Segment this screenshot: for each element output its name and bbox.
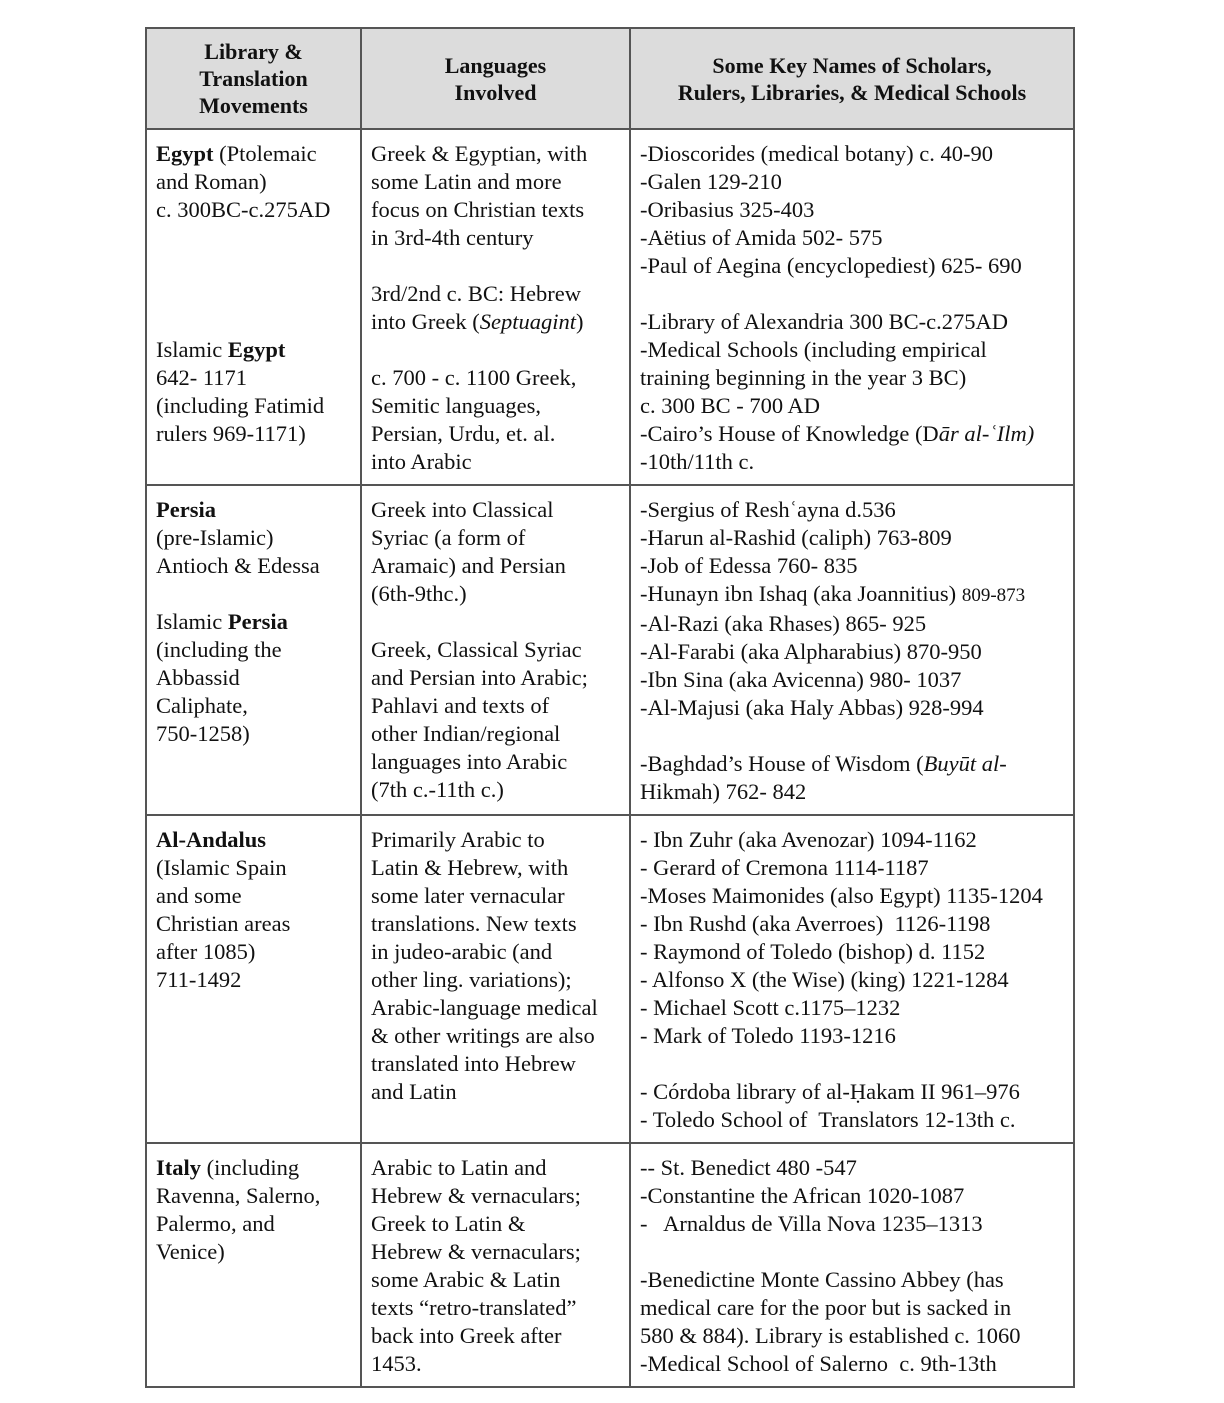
cell-line: -Al-Majusi (aka Haly Abbas) 928-994 [640, 695, 984, 720]
cell-line [640, 420, 1067, 448]
cell-line: Arabic-language medical [371, 995, 598, 1020]
cell-line: -Oribasius 325-403 [640, 197, 815, 222]
cell-line: -Al-Razi (aka Rhases) 865- 925 [640, 611, 927, 636]
text-segment: Hikmah [640, 779, 713, 804]
cell-line: & other writings are also [371, 1023, 595, 1048]
cell-line: -Galen 129-210 [640, 169, 782, 194]
cell-line [156, 308, 354, 336]
cell-line [640, 1238, 1067, 1266]
key-names-cell [630, 129, 1074, 485]
cell-line: in 3rd-4th century [371, 225, 534, 250]
cell-line: after 1085) [156, 939, 256, 964]
table-row [146, 1143, 1074, 1387]
text-segment: (Ptolemaic [213, 141, 317, 166]
cell-line: Greek to Latin & [371, 1211, 526, 1236]
bold-text: Egypt [227, 337, 286, 362]
text-segment: Islamic [156, 337, 228, 362]
cell-line [640, 1050, 1067, 1078]
cell-line [371, 336, 623, 364]
italic-text: Septuagint [479, 309, 576, 334]
cell-line [640, 750, 1067, 778]
bold-text: Italy [156, 1155, 201, 1180]
key-names-cell [630, 1143, 1074, 1387]
cell-line: and Roman) [156, 169, 267, 194]
header-row [146, 28, 1074, 129]
cell-line: -Ibn Sina (aka Avicenna) 980- 1037 [640, 667, 962, 692]
cell-line: Abbassid [156, 665, 240, 690]
italic-text: Buyūt al- [923, 751, 1007, 776]
cell-line: - Gerard of Cremona 1114-1187 [640, 855, 929, 880]
cell-line: -- St. Benedict 480 -547 [640, 1155, 857, 1180]
region-cell [146, 815, 361, 1143]
cell-line [640, 580, 1067, 610]
cell-line: -Library of Alexandria 300 BC-c.275AD [640, 309, 1009, 334]
cell-line: Greek & Egyptian, with [371, 141, 588, 166]
languages-cell [361, 815, 630, 1143]
cell-line: 711-1492 [156, 967, 242, 992]
header-text: Library & Translation Movements [199, 39, 308, 118]
cell-line: Greek into Classical [371, 497, 554, 522]
cell-line: 3rd/2nd c. BC: Hebrew [371, 281, 581, 306]
cell-line: some Arabic & Latin [371, 1267, 561, 1292]
cell-line [156, 1154, 354, 1182]
cell-line: languages into Arabic [371, 749, 568, 774]
table-row [146, 129, 1074, 485]
cell-line: - Córdoba library of al-Ḥakam II 961–976 [640, 1079, 1020, 1104]
cell-line: Christian areas [156, 911, 291, 936]
cell-line: into Arabic [371, 449, 472, 474]
cell-line: -Sergius of Reshʿayna d.536 [640, 497, 896, 522]
cell-line: - Ibn Rushd (aka Averroes) 1126-1198 [640, 911, 991, 936]
languages-cell [361, 1143, 630, 1387]
cell-line [156, 496, 354, 524]
cell-line: 580 & 884). Library is established c. 1060 [640, 1323, 1021, 1348]
cell-line: c. 700 - c. 1100 Greek, [371, 365, 577, 390]
text-segment: ) 762- 842 [712, 779, 807, 804]
translation-movements-table [145, 27, 1075, 1388]
cell-line [156, 252, 354, 280]
cell-line: -Al-Farabi (aka Alpharabius) 870-950 [640, 639, 982, 664]
cell-line [156, 826, 354, 854]
cell-line: -Harun al-Rashid (caliph) 763-809 [640, 525, 952, 550]
cell-line: (Islamic Spain [156, 855, 287, 880]
header-key-names [630, 28, 1074, 129]
cell-line: Venice) [156, 1239, 225, 1264]
cell-line: -Medical School of Salerno c. 9th-13th [640, 1351, 997, 1376]
cell-line: translated into Hebrew [371, 1051, 576, 1076]
region-cell [146, 1143, 361, 1387]
table-row [146, 485, 1074, 815]
cell-line: - Alfonso X (the Wise) (king) 1221-1284 [640, 967, 1009, 992]
cell-line [640, 722, 1067, 750]
cell-line: (including Fatimid [156, 393, 325, 418]
bold-text: Persia [156, 497, 216, 522]
cell-line: some Latin and more [371, 169, 562, 194]
cell-line: (including the [156, 637, 282, 662]
text-segment: -Cairo’s House of Knowledge (D [640, 421, 939, 446]
cell-line: Ravenna, Salerno, [156, 1183, 321, 1208]
cell-line: focus on Christian texts [371, 197, 585, 222]
cell-line: - Arnaldus de Villa Nova 1235–1313 [640, 1211, 983, 1236]
cell-line: - Ibn Zuhr (aka Avenozar) 1094-1162 [640, 827, 977, 852]
cell-line: -Benedictine Monte Cassino Abbey (has [640, 1267, 1004, 1292]
cell-line: (pre-Islamic) [156, 525, 274, 550]
languages-cell [361, 485, 630, 815]
cell-line: some later vernacular [371, 883, 565, 908]
cell-line: Primarily Arabic to [371, 827, 545, 852]
cell-line: 642- 1171 [156, 365, 248, 390]
cell-line: Greek, Classical Syriac [371, 637, 582, 662]
cell-line: rulers 969-1171) [156, 421, 306, 446]
cell-line: back into Greek after [371, 1323, 562, 1348]
text-segment: Islamic [156, 609, 228, 634]
header-languages [361, 28, 630, 129]
cell-line: 750-1258) [156, 721, 250, 746]
cell-line: and Latin [371, 1079, 457, 1104]
cell-line: Pahlavi and texts of [371, 693, 550, 718]
bold-text: Persia [227, 609, 288, 634]
text-segment: (including [201, 1155, 300, 1180]
cell-line: (7th c.-11th c.) [371, 777, 504, 802]
text-segment: -Hunayn ibn Ishaq (aka Joannitius) [640, 581, 962, 606]
cell-line [156, 224, 354, 252]
cell-line: Hebrew & vernaculars; [371, 1239, 581, 1264]
cell-line: translations. New texts [371, 911, 577, 936]
region-cell [146, 485, 361, 815]
header-text: Some Key Names of Scholars, Rulers, Libraries, & Medical Schools [677, 52, 1027, 105]
cell-line [640, 778, 1067, 806]
cell-line: -Job of Edessa 760- 835 [640, 553, 858, 578]
cell-line: c. 300BC-c.275AD [156, 197, 331, 222]
cell-line: -Dioscorides (medical botany) c. 40-90 [640, 141, 994, 166]
cell-line [156, 336, 354, 364]
languages-cell [361, 129, 630, 485]
cell-line: -Medical Schools (including empirical [640, 337, 987, 362]
cell-line: Latin & Hebrew, with [371, 855, 569, 880]
cell-line: - Raymond of Toledo (bishop) d. 1152 [640, 939, 986, 964]
cell-line: -Moses Maimonides (also Egypt) 1135-1204 [640, 883, 1043, 908]
cell-line: training beginning in the year 3 BC) [640, 365, 967, 390]
cell-line: Antioch & Edessa [156, 553, 320, 578]
cell-line: medical care for the poor but is sacked in [640, 1295, 1012, 1320]
cell-line: -Paul of Aegina (encyclopediest) 625- 690 [640, 253, 1022, 278]
cell-line: Syriac (a form of [371, 525, 526, 550]
cell-line: - Mark of Toledo 1193-1216 [640, 1023, 896, 1048]
cell-line: other ling. variations); [371, 967, 572, 992]
cell-line: Semitic languages, [371, 393, 541, 418]
cell-line: Palermo, and [156, 1211, 275, 1236]
cell-line: and some [156, 883, 242, 908]
italic-text: ār al-ʿIlm) [938, 421, 1035, 446]
region-cell [146, 129, 361, 485]
cell-line [371, 608, 623, 636]
cell-line: -Constantine the African 1020-1087 [640, 1183, 965, 1208]
header-text: Languages Involved [444, 52, 547, 105]
cell-line: and Persian into Arabic; [371, 665, 588, 690]
text-segment: -Baghdad’s House of Wisdom ( [640, 751, 924, 776]
cell-line [371, 308, 623, 336]
cell-line: c. 300 BC - 700 AD [640, 393, 820, 418]
cell-line: -10th/11th c. [640, 449, 755, 474]
bold-text: Al-Andalus [156, 827, 267, 852]
cell-line: Caliphate, [156, 693, 248, 718]
cell-line: - Michael Scott c.1175–1232 [640, 995, 901, 1020]
key-names-cell [630, 485, 1074, 815]
cell-line [640, 280, 1067, 308]
cell-line [156, 580, 354, 608]
cell-line [371, 252, 623, 280]
cell-line: other Indian/regional [371, 721, 561, 746]
key-names-cell [630, 815, 1074, 1143]
text-segment: 809-873 [961, 585, 1026, 606]
cell-line: (6th-9thc.) [371, 581, 467, 606]
cell-line: Persian, Urdu, et. al. [371, 421, 556, 446]
cell-line: in judeo-arabic (and [371, 939, 553, 964]
cell-line: Arabic to Latin and [371, 1155, 547, 1180]
text-segment: into Greek ( [371, 309, 480, 334]
cell-line: - Toledo School of Translators 12-13th c. [640, 1107, 1016, 1132]
cell-line: -Aëtius of Amida 502- 575 [640, 225, 883, 250]
table-row [146, 815, 1074, 1143]
cell-line: 1453. [371, 1351, 422, 1376]
cell-line [156, 280, 354, 308]
text-segment: ) [575, 309, 584, 334]
bold-text: Egypt [156, 141, 214, 166]
cell-line: texts “retro-translated” [371, 1295, 577, 1320]
cell-line [156, 140, 354, 168]
header-library-movements [146, 28, 361, 129]
cell-line: Hebrew & vernaculars; [371, 1183, 581, 1208]
cell-line [156, 608, 354, 636]
cell-line: Aramaic) and Persian [371, 553, 566, 578]
